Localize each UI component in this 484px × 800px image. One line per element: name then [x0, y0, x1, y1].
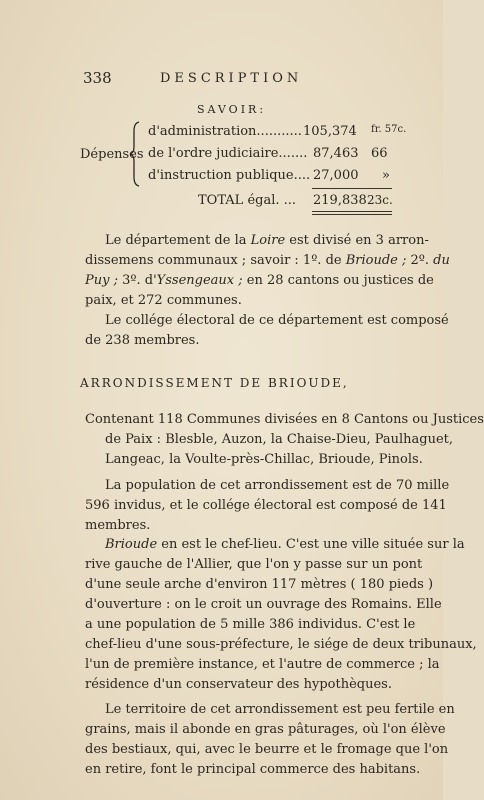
paragraph-population: La population de cet arrondissement est de 70 mille 596 invidus, et le collége électoral est composé de 141 membres.	[85, 478, 450, 533]
expense-row-cents: 66	[371, 146, 388, 161]
sum-rule	[312, 188, 392, 189]
expense-row-label: d'instruction publique....	[148, 168, 311, 183]
double-rule	[312, 211, 392, 212]
page-number: 338	[83, 69, 112, 87]
total-label: TOTAL égal. ...	[198, 193, 297, 208]
brace-icon	[129, 121, 141, 187]
paragraph-cantons: Contenant 118 Communes divisées en 8 Cantons ou Justices de Paix : Blesble, Auzon, la Chaise-Dieu, Paulhaguet, Langeac, la Voulte-près-Chillac, Brioude, Pinols.	[85, 412, 484, 467]
paragraph-departement: Le département de la Loire est divisé en 3 arron- dissemens communaux ; savoir : 1º. de Brioude ; 2º. du Puy ; 3º. d'Yssengeaux ; en 28 cantons ou justices de paix, et 272 communes. Le collége électoral de ce département est composé de 238 membres.	[85, 233, 450, 348]
paragraph-brioude: Brioude en est le chef-lieu. C'est une ville située sur la rive gauche de l'Allier, que l'on y passe sur un pont d'une seule arche d'environ 117 mètres ( 180 pieds ) d'ouverture : on le croit un ouvrage des Romains. Elle a une population de 5 mille 386 individus. C'est le chef-lieu d'une sous-préfecture, le siége de deux tribunaux, l'un de première instance, et l'autre de commerce ; la résidence d'un conservateur des hypothèques.	[85, 537, 477, 692]
running-title: DESCRIPTION	[160, 71, 303, 86]
savoir-heading: SAVOIR:	[197, 103, 267, 116]
total-cents: 23c.	[367, 193, 393, 207]
paragraph-territoire: Le territoire de cet arrondissement est peu fertile en grains, mais il abonde en gras pâturages, où l'on élève des bestiaux, qui, avec le beurre et le fromage que l'on en retire, font le principal commerce des habitans.	[85, 702, 455, 777]
expense-row-value: 27,000	[313, 168, 359, 183]
section-heading: ARRONDISSEMENT DE BRIOUDE,	[80, 376, 349, 390]
depenses-label: Dépenses	[80, 147, 144, 162]
expense-row-value: 105,374	[303, 124, 357, 139]
expense-row-cents: »	[382, 168, 390, 183]
total-value: 219,838	[313, 193, 367, 208]
expense-row-value: 87,463	[313, 146, 359, 161]
expense-row-label: d'administration...........	[148, 124, 302, 139]
expense-row-cents: fr. 57c.	[371, 124, 407, 135]
double-rule	[312, 214, 392, 215]
expense-row-label: de l'ordre judiciaire.......	[148, 146, 308, 161]
